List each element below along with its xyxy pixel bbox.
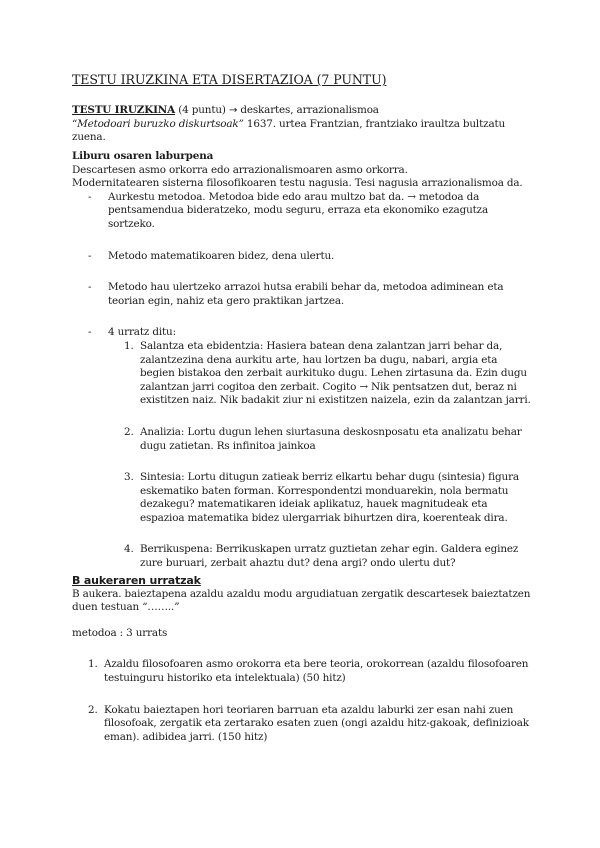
list-item: - Aurkestu metodoa. Metodoa bide edo arau multzo bat da. → metodoa da pentsamendua bideratzeko, modu seguru, erraza eta ekonomiko ezagutza sortzeko. xyxy=(72,191,532,232)
step-number: 4. xyxy=(124,543,134,556)
step-number: 1. xyxy=(88,658,98,671)
summary-line: Descartesen asmo orkorra edo arrazionalismoaren asmo orkorra. xyxy=(72,163,408,176)
summary-line: Modernitatearen sisterna filosofikoaren testu nagusia. Tesi nagusia arrazionalismoa da. xyxy=(72,177,523,190)
b-aukera-intro: B aukera. baieztapena azaldu azaldu modu argudiatuan zergatik descartesek baieztatzen duen testuan “……..” xyxy=(72,587,531,614)
testu-iruzkina-heading: TESTU IRUZKINA xyxy=(72,104,176,116)
work-line xyxy=(72,118,532,145)
b-aukera-heading: B aukeraren urratzak xyxy=(72,574,201,587)
step-item xyxy=(108,340,532,408)
points-text: (4 puntu) xyxy=(178,104,226,116)
testu-iruzkina-section xyxy=(72,104,532,145)
step-number: 2. xyxy=(88,703,98,716)
step-item xyxy=(72,704,532,745)
step-item xyxy=(108,426,532,453)
step-text: Azaldu filosofoaren asmo orokorra eta bere teoria, orokorrean (azaldu filosofoaren testuinguru historiko eta intelektuala) (50 hitz) xyxy=(104,658,529,684)
document-title: TESTU IRUZKINA ETA DISERTAZIOA (7 PUNTU) xyxy=(72,72,387,87)
work-description: 1637. urtea Frantzian, frantziako iraultza bultzatu zuena. xyxy=(72,117,506,144)
b-aukera-section xyxy=(72,574,532,744)
arrow-icon: → xyxy=(228,105,238,116)
step-item xyxy=(72,658,532,685)
step-number: 3. xyxy=(124,471,134,484)
list-spacer xyxy=(72,308,532,326)
laburpena-heading: Liburu osaren laburpena xyxy=(72,150,214,162)
topic-text: deskartes, arrazionalismoa xyxy=(240,104,379,116)
step-number: 2. xyxy=(124,425,134,438)
step-text: Kokatu baieztapen hori teoriaren barruan eta azaldu laburki zer esan nahi zuen filosofoak, zergatik eta zertarako esaten zuen (ongi azaldu hitz-gakoak, definizioak eman). adibidea jarri. (150 hitz) xyxy=(104,703,529,743)
list-item: - Metodo hau ulertzeko arrazoi hutsa erabili behar da, metodoa adiminean eta teorian egin, nahiz eta gero praktikan jartzea. xyxy=(72,281,532,308)
list-spacer xyxy=(108,453,532,471)
list-spacer xyxy=(72,232,532,250)
work-title: “Metodoari buruzko diskurtsoak” xyxy=(72,117,244,130)
testu-iruzkina-line xyxy=(72,104,532,118)
step-text: Berrikuspena: Berrikuskapen urratz guztietan zehar egin. Galdera eginez zure buruari, zerbait ahaztu dut? dena argi? ondo ulertu dut? xyxy=(140,543,519,570)
step-item xyxy=(108,543,532,570)
step-text: Sintesia: Lortu ditugun zatieak berriz elkartu behar dugu (sintesia) figura eskematiko baten forman. Korrespondentzi monduarekin, nola bermatu dezakegu? matematikaren ideiak aplikatuz, hauek magnitudeak eta espazioa matematika bidez ulergarriak bihurtzen dira, koerenteak dira. xyxy=(140,471,519,524)
step-item xyxy=(108,471,532,525)
step-text: Analizia: Lortu dugun lehen siurtasuna deskosnposatu eta analizatu behar dugu zatietan. Rs infinitoa jainkoa xyxy=(140,425,522,452)
method-list xyxy=(72,191,532,571)
spacer xyxy=(72,640,532,658)
laburpena-section xyxy=(72,150,532,571)
spacer xyxy=(72,615,532,627)
list-spacer xyxy=(108,408,532,426)
steps-intro: 4 urratz ditu: xyxy=(108,326,176,339)
step-number: 1. xyxy=(124,339,134,352)
steps-list xyxy=(108,340,532,571)
list-spacer xyxy=(108,525,532,543)
list-spacer xyxy=(72,686,532,704)
list-item xyxy=(72,326,532,570)
list-spacer xyxy=(72,263,532,281)
list-item: - Metodo matematikoaren bidez, dena ulertu. xyxy=(72,250,532,264)
step-text: Salantza eta ebidentzia: Hasiera batean dena zalantzan jarri behar da, zalantzezina dena aurkitu arte, hau lortzen ba dugu, nabari, argia eta begien bistakoa den zerbait aurkituko dugu. Lehen zirtasuna da. Ezin dugu zalantzan jarri cogitoa den zerbait. Cogito → Nik pentsatzen dut, beraz ni existitzen naiz. Nik badakit ziur ni existitzen naizela, ezin da zalantzan jarri. xyxy=(140,339,531,407)
metodoa-line: metodoa : 3 urrats xyxy=(72,626,168,639)
b-steps-list xyxy=(72,658,532,744)
